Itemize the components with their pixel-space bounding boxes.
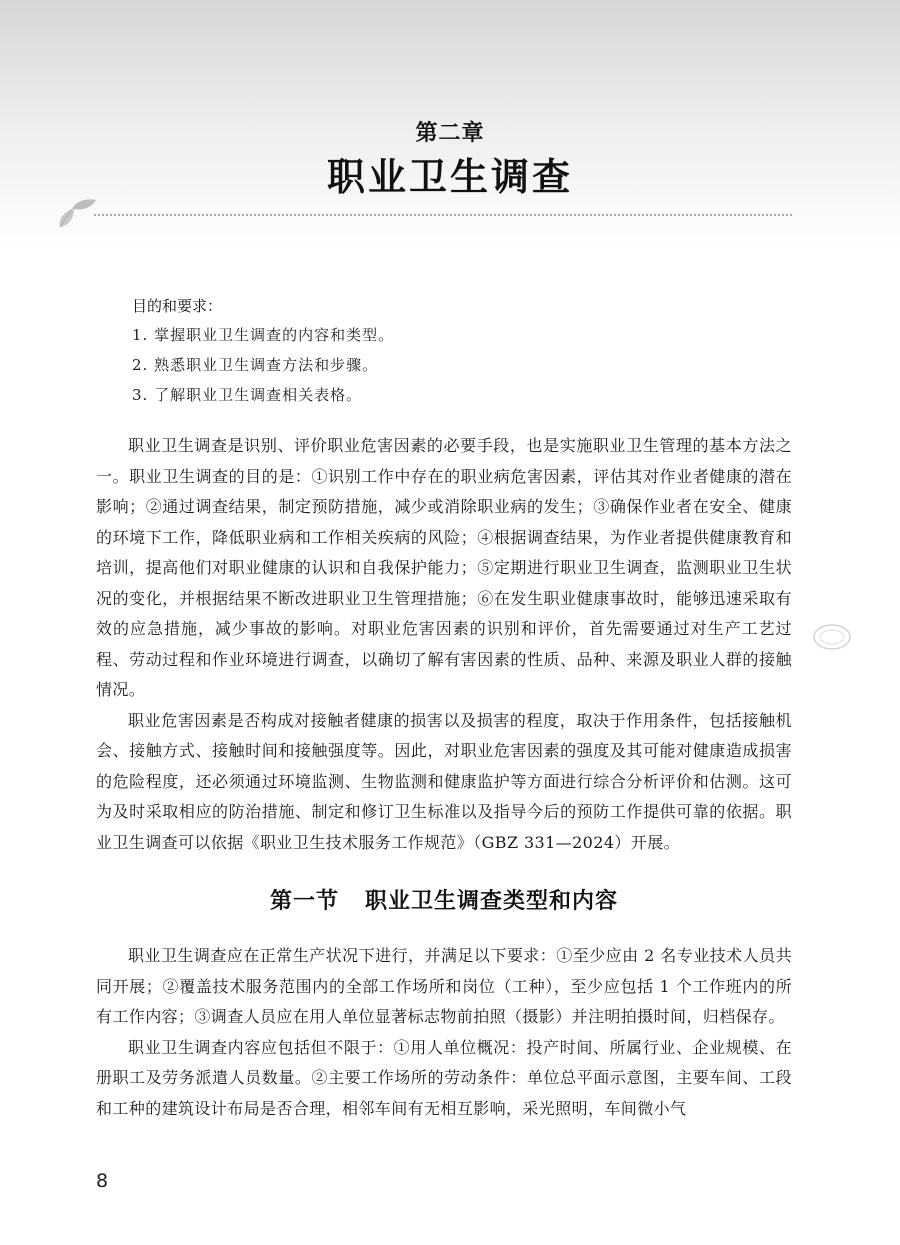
section-number: 第一节 bbox=[269, 889, 339, 914]
chapter-title: 职业卫生调查 bbox=[326, 155, 573, 199]
section-paragraph: 职业卫生调查应在正常生产状况下进行，并满足以下要求：①至少应由 2 名专业技术人员共同开展；②覆盖技术服务范围内的全部工作场所和岗位（工种），至少应包括 1 个工作班内的所有工作内容；③调查人员应在用人单位显著标志物前拍照（摄影）并注明拍摄时间，归档保存。 bbox=[96, 946, 792, 1026]
objective-item: 3. 了解职业卫生调查相关表格。 bbox=[132, 386, 363, 404]
section-paragraph: 职业卫生调查内容应包括但不限于：①用人单位概况：投产时间、所属行业、企业规模、在册职工及劳务派遣人员数量。②主要工作场所的劳动条件：单位总平面示意图，主要车间、工段和工种的建筑设计布局是否合理，相邻车间有无相互影响，采光照明，车间微小气 bbox=[96, 1037, 792, 1118]
objectives-block bbox=[132, 292, 792, 410]
watermark-stamp-icon bbox=[812, 623, 852, 651]
objective-item: 2. 熟悉职业卫生调查方法和步骤。 bbox=[132, 356, 379, 374]
intro-paragraph: 职业危害因素是否构成对接触者健康的损害以及损害的程度，取决于作用条件，包括接触机会、接触方式、接触时间和接触强度等。因此，对职业危害因素的强度及其可能对健康造成损害的危险程度，还必须通过环境监测、生物监测和健康监护等方面进行综合分析评价和估测。这可为及时采取相应的防治措施、制定和修订卫生标准以及指导今后的预防工作提供可靠的依据。职业卫生调查可以依据《职业卫生技术服务工作规范》（GBZ 331—2024）开展。 bbox=[96, 710, 792, 852]
intro-paragraph: 职业卫生调查是识别、评价职业危害因素的必要手段，也是实施职业卫生管理的基本方法之一。职业卫生调查的目的是：①识别工作中存在的职业病危害因素，评估其对作业者健康的潜在影响；②通过调查结果，制定预防措施，减少或消除职业病的发生；③确保作业者在安全、健康的环境下工作，降低职业病和工作相关疾病的风险；④根据调查结果，为作业者提供健康教育和培训，提高他们对职业健康的认识和自我保护能力；⑤定期进行职业卫生调查，监测职业卫生状况的变化，并根据结果不断改进职业卫生管理措施；⑥在发生职业健康事故时，能够迅速采取有效的应急措施，减少事故的影响。对职业危害因素的识别和评价，首先需要通过对生产工艺过程、劳动过程和作业环境进行调查，以确切了解有害因素的性质、品种、来源及职业人群的接触情况。 bbox=[96, 436, 792, 699]
header-dotted-rule bbox=[94, 214, 792, 216]
chapter-label: 第二章 bbox=[415, 121, 485, 146]
page-number: 8 bbox=[96, 1170, 109, 1192]
section-title-text: 职业卫生调查类型和内容 bbox=[365, 889, 619, 914]
objectives-heading: 目的和要求： bbox=[132, 297, 223, 315]
chapter-content bbox=[96, 431, 792, 1124]
objective-item: 1. 掌握职业卫生调查的内容和类型。 bbox=[132, 326, 395, 344]
section-title bbox=[96, 885, 792, 919]
